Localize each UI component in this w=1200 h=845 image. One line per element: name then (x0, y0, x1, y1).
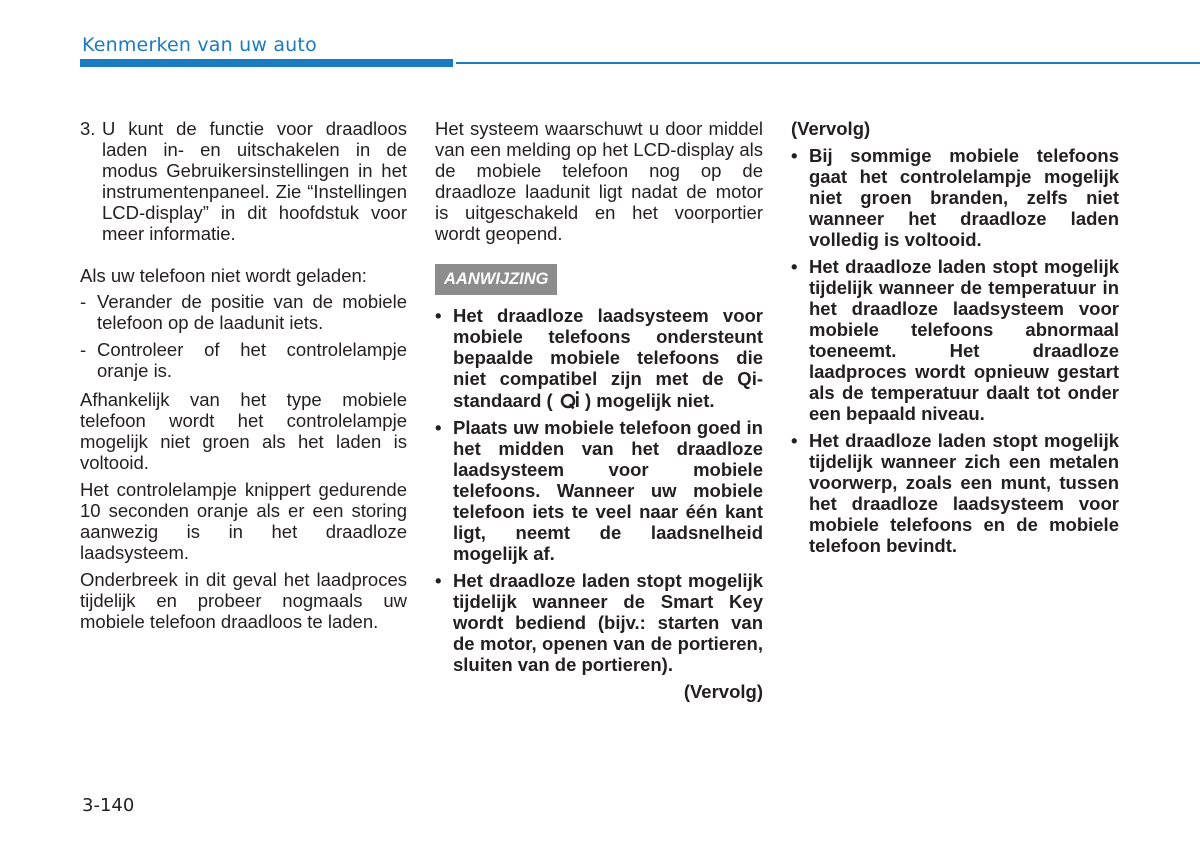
bullet-text: Het draadloze laden stopt mogelijk tijdelijk wanneer zich een metalen voorwerp, zoals een munt, tussen het draadloze laadsysteem voor mobiele telefoons en de mobiele telefoon bevindt. (809, 430, 1119, 556)
paragraph-2: Het controlelampje knippert gedurende 10 seconden oranje als er een storing aanwezig is in het draadloze laadsysteem. (80, 479, 407, 563)
bullet-text: Plaats uw mobiele telefoon goed in het midden van het draadloze laadsysteem voor mobiele telefoons. Wanneer uw mobiele telefoon iets te veel naar één kant ligt, neemt de laadsnelheid mogelijk af. (453, 417, 763, 564)
bullet-text: Het draadloze laden stopt mogelijk tijdelijk wanneer de temperatuur in het draadloze laadsysteem voor mobiele telefoons abnormaal toeneemt. Het draadloze laadproces wordt opnieuw gestart als de temperatuur daalt tot onder een bepaald niveau. (809, 256, 1119, 424)
bullet-item-2 (791, 256, 1119, 424)
bullet-marker: • (791, 145, 798, 166)
section-title: Kenmerken van uw auto (82, 34, 317, 56)
bullet-text-post: ) mogelijk niet. (585, 390, 715, 411)
item-number: 3. (80, 118, 96, 139)
bullet-item-3 (791, 430, 1119, 556)
bullet-text: Bij sommige mobiele telefoons gaat het controlelampje mogelijk niet groen branden, zelfs niet wanneer het draadloze laden volledig is voltooid. (809, 145, 1119, 250)
page-number: 3-140 (82, 795, 135, 816)
column-2 (435, 118, 763, 702)
bullet-text: Het draadloze laden stopt mogelijk tijdelijk wanneer de Smart Key wordt bediend (bijv.: starten van de motor, openen van de portieren, sluiten van de portieren). (453, 570, 763, 675)
bullet-item-3 (435, 570, 763, 675)
bullet-item-1 (435, 305, 763, 411)
dash-text: Verander de positie van de mobiele telefoon op de laadunit iets. (97, 291, 407, 333)
header-rule-thick (80, 59, 453, 67)
dash-text: Controleer of het controlelampje oranje is. (97, 339, 407, 381)
item-text: U kunt de functie voor draadloos laden in- en uitschakelen in de modus Gebruikersinstellingen in het instrumentenpaneel. Zie “Instellingen LCD-display” in dit hoofdstuk voor meer informatie. (102, 118, 407, 244)
bullet-marker: • (435, 305, 442, 326)
bullet-item-2 (435, 417, 763, 564)
warning-intro: Het systeem waarschuwt u door middel van een melding op het LCD-display als de mobiele telefoon nog op de draadloze laadunit ligt nadat de motor is uitgeschakeld en het voorportier wordt geopend. (435, 118, 763, 244)
paragraph-3: Onderbreek in dit geval het laadproces tijdelijk en probeer nogmaals uw mobiele telefoon draadloos te laden. (80, 569, 407, 632)
bullet-marker: • (435, 417, 442, 438)
dash-item-2 (80, 339, 407, 381)
dash-marker: - (80, 339, 87, 360)
header-rule-thin (456, 62, 1200, 64)
continued-label: (Vervolg) (791, 118, 871, 139)
numbered-item-3 (80, 118, 407, 244)
qi-wireless-charging-icon (558, 389, 580, 411)
column-1 (80, 118, 407, 632)
note-badge: AANWIJZING (435, 264, 557, 295)
paragraph-1: Afhankelijk van het type mobiele telefoon wordt het controlelampje mogelijk niet groen als het laden is voltooid. (80, 389, 407, 473)
dash-item-1 (80, 291, 407, 333)
not-charging-intro: Als uw telefoon niet wordt geladen: (80, 265, 367, 286)
bullet-marker: • (435, 570, 442, 591)
bullet-item-1 (791, 145, 1119, 250)
bullet-marker: • (791, 430, 798, 451)
column-3 (791, 118, 1119, 556)
bullet-text-pre: Het draadloze laadsysteem voor mobiele telefoons ondersteunt bepaalde mobiele telefoons die niet compatibel zijn met de Qi-standaard ( (453, 305, 763, 411)
bullet-marker: • (791, 256, 798, 277)
continued-label: (Vervolg) (683, 681, 763, 702)
dash-marker: - (80, 291, 87, 312)
